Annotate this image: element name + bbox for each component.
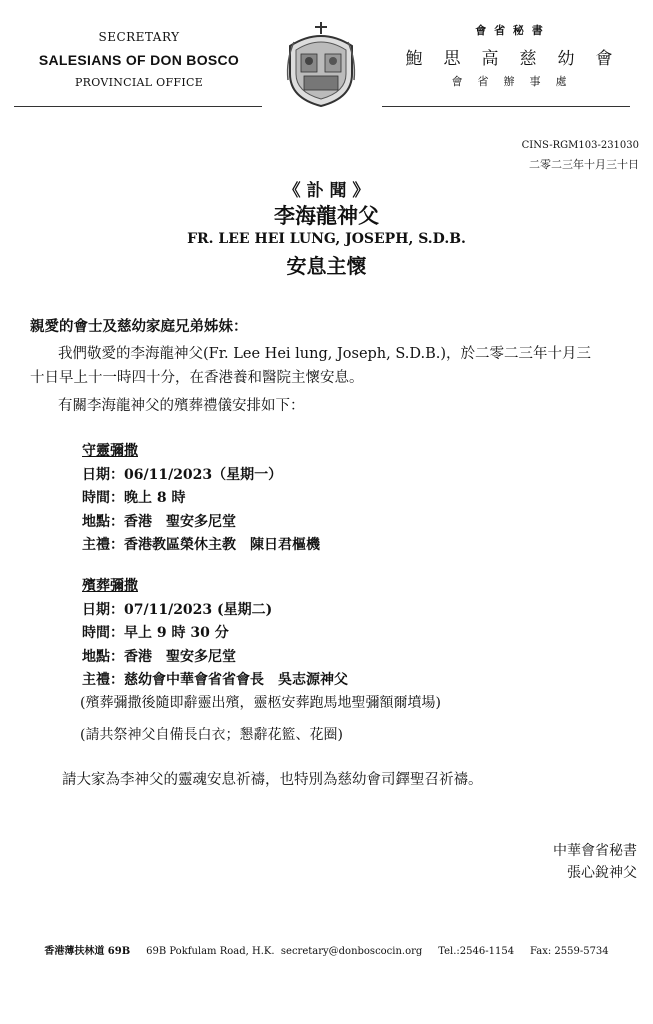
signature-title: 中華會省秘書 (553, 843, 637, 859)
header-provincial-office: PROVINCIAL OFFICE (74, 76, 204, 89)
funeral-mass-date: 日期：07/11/2023 (星期二) (82, 601, 273, 618)
funeral-mass-time: 時間：早上 9 時 30 分 (82, 625, 229, 641)
header-left-rule (14, 106, 262, 107)
reference-code: CINS-RGM103-231030 (521, 140, 639, 151)
vigil-mass-place: 地點：香港 聖安多尼堂 (82, 513, 236, 530)
vigil-mass-time: 時間：晚上 8 時 (82, 490, 186, 506)
reference-date: 二零二三年十月三十日 (529, 158, 639, 171)
vigil-mass-date: 日期：06/11/2023（星期一） (82, 466, 283, 483)
salutation: 親愛的會士及慈幼家庭兄弟姊妹： (30, 318, 248, 335)
notice-title: 《 訃 聞 》 (283, 181, 370, 201)
header-secretary: SECRETARY (98, 30, 180, 44)
paragraph-1-line-2: 十日早上十一時四十分，在香港養和醫院主懷安息。 (30, 370, 364, 386)
vigil-mass-title: 守靈彌撒 (82, 443, 138, 459)
funeral-mass-title: 殯葬彌撒 (82, 578, 138, 594)
deceased-name-zh: 李海龍神父 (274, 203, 379, 228)
header-zh-office: 會 省 辦 事 處 (451, 75, 569, 88)
rest-in-peace: 安息主懷 (286, 254, 367, 278)
footer-address-zh: 香港薄扶林道 69B (44, 946, 131, 957)
salesian-crest-icon (284, 20, 358, 108)
funeral-burial-note: (殯葬彌撒後隨即辭靈出殯，靈柩安葬跑馬地聖彌額爾墳場) (80, 695, 441, 711)
header-organization: SALESIANS OF DON BOSCO (38, 52, 240, 68)
signature-name: 張心銳神父 (567, 865, 637, 881)
vigil-mass-section (82, 440, 320, 558)
funeral-mass-celebrant: 主禮：慈幼會中華會省省會長 吳志源神父 (82, 672, 348, 688)
header-zh-organization: 鮑 思 高 慈 幼 會 (405, 49, 615, 69)
funeral-vestment-note: (請共祭神父自備長白衣；懇辭花籃、花圈) (80, 727, 343, 743)
footer-email: secretary@donboscocin.org (280, 946, 423, 957)
header-zh-secretary: 會 省 秘 書 (475, 24, 545, 37)
footer (0, 942, 653, 957)
footer-fax: Fax: 2559-5734 (529, 946, 609, 957)
paragraph-2: 有關李海龍神父的殯葬禮儀安排如下： (58, 398, 305, 414)
funeral-mass-section (82, 575, 348, 693)
footer-tel: Tel.:2546-1154 (438, 946, 515, 957)
paragraph-1-line-1: 我們敬愛的李海龍神父(Fr. Lee Hei lung, Joseph, S.D.B.)，於二零二三年十月三 (58, 346, 592, 362)
funeral-mass-place: 地點：香港 聖安多尼堂 (82, 648, 236, 665)
footer-address-en: 69B Pokfulam Road, H.K. (146, 946, 275, 957)
closing-prayer: 請大家為李神父的靈魂安息祈禱，也特別為慈幼會司鐸聖召祈禱。 (62, 772, 483, 788)
vigil-mass-celebrant: 主禮：香港教區榮休主教 陳日君樞機 (82, 537, 320, 553)
deceased-name-en: FR. LEE HEI LUNG, JOSEPH, S.D.B. (187, 231, 466, 247)
header-right-rule (382, 106, 630, 107)
